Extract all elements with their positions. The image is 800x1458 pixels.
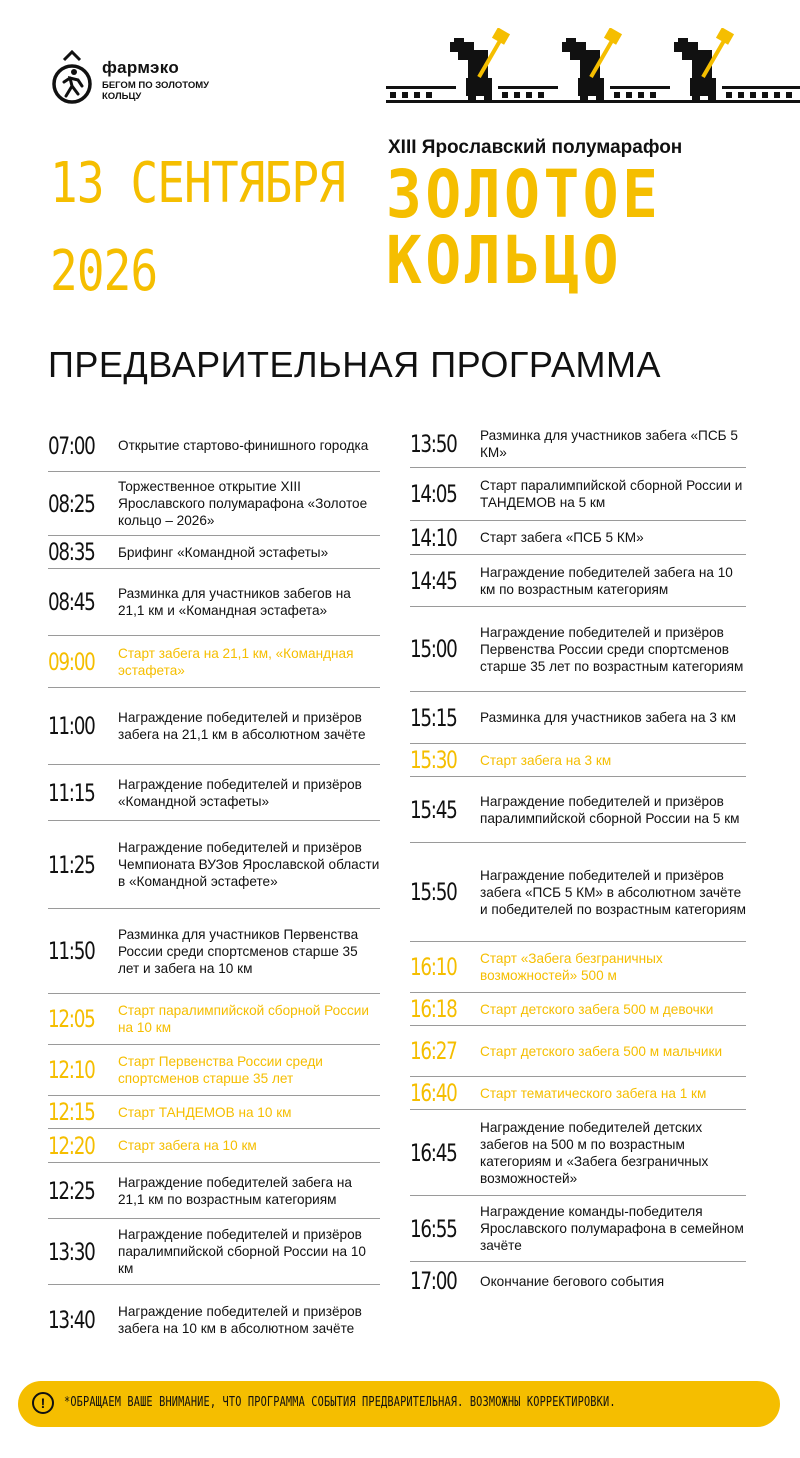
schedule-time: 15:50	[410, 878, 457, 906]
schedule-column-right	[410, 420, 746, 1300]
schedule-time: 09:00	[48, 647, 95, 676]
schedule-row	[410, 692, 746, 744]
schedule-description: Награждение победителей и призёров забега на 10 км в абсолютном зачёте	[118, 1304, 362, 1336]
runner-badge-icon	[50, 50, 94, 112]
schedule-description: Разминка для участников забегов на 21,1 км и «Командная эстафета»	[118, 586, 351, 618]
exclamation-circle-icon: !	[32, 1392, 54, 1414]
schedule-description: Разминка для участников забега на 3 км	[480, 710, 736, 725]
event-subtitle: XIII Ярославский полумарафон	[388, 137, 683, 158]
schedule-row	[48, 472, 380, 536]
schedule-time: 11:15	[48, 778, 95, 807]
schedule-column-left	[48, 420, 380, 1355]
schedule-description: Старт детского забега 500 м мальчики	[480, 1043, 723, 1059]
schedule-row	[410, 1110, 746, 1196]
schedule-description: Разминка для участников Первенства России среди спортсменов старше 35 лет и забега на 10 км	[118, 926, 359, 976]
schedule-description: Награждение победителей и призёров «Командной эстафеты»	[118, 776, 362, 809]
schedule-description: Старт паралимпийской сборной России на 10 км	[118, 1003, 369, 1035]
schedule-row	[48, 1096, 380, 1129]
schedule-row	[410, 521, 746, 555]
schedule-description: Открытие стартово-финишного городка	[118, 438, 369, 453]
schedule-description: Старт забега «ПСБ 5 КМ»	[480, 530, 644, 545]
schedule-time: 16:40	[410, 1079, 457, 1107]
bear-ornament-icon	[386, 28, 800, 112]
schedule-time: 08:45	[48, 588, 95, 616]
schedule-time: 08:35	[48, 538, 95, 566]
schedule-row	[48, 1163, 380, 1219]
schedule-description: Торжественное открытие XIII Ярославского полумарафона «Золотое кольцо – 2026»	[118, 479, 368, 528]
schedule-row	[48, 1045, 380, 1096]
schedule-time: 11:50	[48, 937, 95, 965]
schedule-time: 13:40	[48, 1306, 95, 1334]
schedule-time: 15:30	[410, 746, 457, 774]
schedule-time: 14:05	[410, 480, 457, 508]
schedule-row	[48, 1285, 380, 1355]
schedule-description: Награждение победителей и призёров паралимпийской сборной России на 5 км	[480, 793, 740, 826]
schedule-time: 16:10	[410, 953, 457, 981]
schedule-time: 17:00	[410, 1267, 457, 1295]
schedule-time: 12:15	[48, 1098, 95, 1126]
program-title: ПРЕДВАРИТЕЛЬНАЯ ПРОГРАММА	[48, 344, 661, 385]
schedule-row	[410, 1077, 746, 1110]
schedule-time: 12:25	[48, 1176, 95, 1205]
schedule-description: Старт детского забега 500 м девочки	[480, 1001, 714, 1017]
schedule-time: 16:45	[410, 1138, 457, 1167]
schedule-description: Старт забега на 21,1 км, «Командная эстафета»	[118, 645, 354, 678]
schedule-row	[410, 942, 746, 993]
schedule-row	[410, 1026, 746, 1077]
brand-logo	[50, 46, 230, 116]
schedule-description: Разминка для участников забега «ПСБ 5 КМ»	[480, 427, 738, 460]
event-title	[386, 156, 662, 299]
schedule-time: 15:00	[410, 635, 457, 663]
schedule-row	[48, 994, 380, 1045]
schedule-row	[48, 821, 380, 909]
event-date-day: 13 СЕНТЯБРЯ	[50, 151, 346, 216]
schedule-time: 12:20	[48, 1131, 95, 1160]
schedule-row	[48, 1219, 380, 1285]
schedule-row	[48, 536, 380, 569]
schedule-description: Награждение победителей и призёров забега «ПСБ 5 КМ» в абсолютном зачёте и победителей по возрастным категориям	[480, 867, 746, 917]
notice-text: *ОБРАЩАЕМ ВАШЕ ВНИМАНИЕ, ЧТО ПРОГРАММА СОБЫТИЯ ПРЕДВАРИТЕЛЬНАЯ. ВОЗМОЖНЫ КОРРЕКТИРОВКИ.	[64, 1395, 616, 1410]
schedule-time: 15:45	[410, 795, 457, 824]
schedule-row	[410, 607, 746, 692]
schedule-time: 16:18	[410, 995, 457, 1023]
schedule-row	[410, 555, 746, 607]
event-date	[50, 140, 346, 316]
schedule-description: Брифинг «Командной эстафеты»	[118, 544, 329, 560]
schedule-row	[48, 1129, 380, 1163]
event-title-line2: КОЛЬЦО	[386, 222, 623, 299]
schedule-time: 07:00	[48, 431, 95, 460]
schedule-time: 14:10	[410, 523, 457, 552]
schedule-row	[410, 1196, 746, 1262]
schedule-row	[410, 744, 746, 777]
schedule-description: Старт Первенства России среди спортсменов старше 35 лет	[118, 1054, 323, 1086]
schedule-description: Старт тематического забега на 1 км	[480, 1085, 707, 1101]
schedule-description: Старт паралимпийской сборной России и ТАНДЕМОВ на 5 км	[480, 478, 743, 510]
event-date-year: 2026	[50, 239, 158, 304]
schedule-time: 12:10	[48, 1056, 95, 1084]
schedule-time: 12:05	[48, 1005, 95, 1033]
schedule-time: 14:45	[410, 566, 457, 595]
schedule-description: Награждение победителей и призёров забега на 21,1 км в абсолютном зачёте	[118, 710, 366, 742]
brand-name: фармэко	[102, 58, 179, 77]
event-title-line1: ЗОЛОТОЕ	[386, 156, 662, 233]
schedule-time: 13:30	[48, 1237, 95, 1266]
schedule-description: Награждение победителей детских забегов на 500 м по возрастным категориям и «Забега безграничных возможностей»	[480, 1119, 709, 1186]
schedule-row	[48, 688, 380, 765]
schedule-time: 16:55	[410, 1214, 457, 1243]
schedule-row	[410, 468, 746, 521]
schedule-time: 11:25	[48, 850, 95, 879]
schedule-row	[410, 777, 746, 843]
brand-slogan: БЕГОМ ПО ЗОЛОТОМУ КОЛЬЦУ	[102, 80, 210, 102]
schedule-row	[48, 420, 380, 472]
schedule-description: Награждение победителей и призёров паралимпийской сборной России на 10 км	[118, 1227, 366, 1276]
schedule-row	[48, 636, 380, 688]
schedule-description: Награждение победителей забега на 10 км по возрастным категориям	[480, 564, 733, 597]
schedule-time: 08:25	[48, 489, 95, 518]
schedule-row	[48, 765, 380, 821]
schedule-row	[410, 843, 746, 942]
schedule-description: Награждение команды-победителя Ярославского полумарафона в семейном зачёте	[480, 1204, 744, 1253]
schedule-description: Старт ТАНДЕМОВ на 10 км	[118, 1104, 292, 1120]
schedule-description: Награждение победителей и призёров Первенства России среди спортсменов старше 35 лет по возрастным категориям	[480, 624, 744, 674]
schedule-time: 16:27	[410, 1037, 457, 1065]
schedule-row	[410, 420, 746, 468]
schedule-row	[48, 569, 380, 636]
schedule-time: 11:00	[48, 712, 95, 740]
schedule-row	[48, 909, 380, 994]
schedule-description: Старт забега на 10 км	[118, 1138, 257, 1153]
schedule-description: Старт забега на 3 км	[480, 752, 612, 768]
schedule-description: Старт «Забега безграничных возможностей» 500 м	[480, 951, 663, 983]
schedule-description: Награждение победителей забега на 21,1 км по возрастным категориям	[118, 1174, 352, 1207]
schedule-time: 15:15	[410, 703, 457, 732]
schedule-row	[410, 993, 746, 1026]
schedule-time: 13:50	[410, 429, 457, 458]
schedule-description: Награждение победителей и призёров Чемпионата ВУЗов Ярославской области в «Командной эстафете»	[118, 840, 380, 889]
schedule-description: Окончание бегового события	[480, 1273, 665, 1289]
schedule-row	[410, 1262, 746, 1300]
notice-banner	[18, 1381, 780, 1427]
